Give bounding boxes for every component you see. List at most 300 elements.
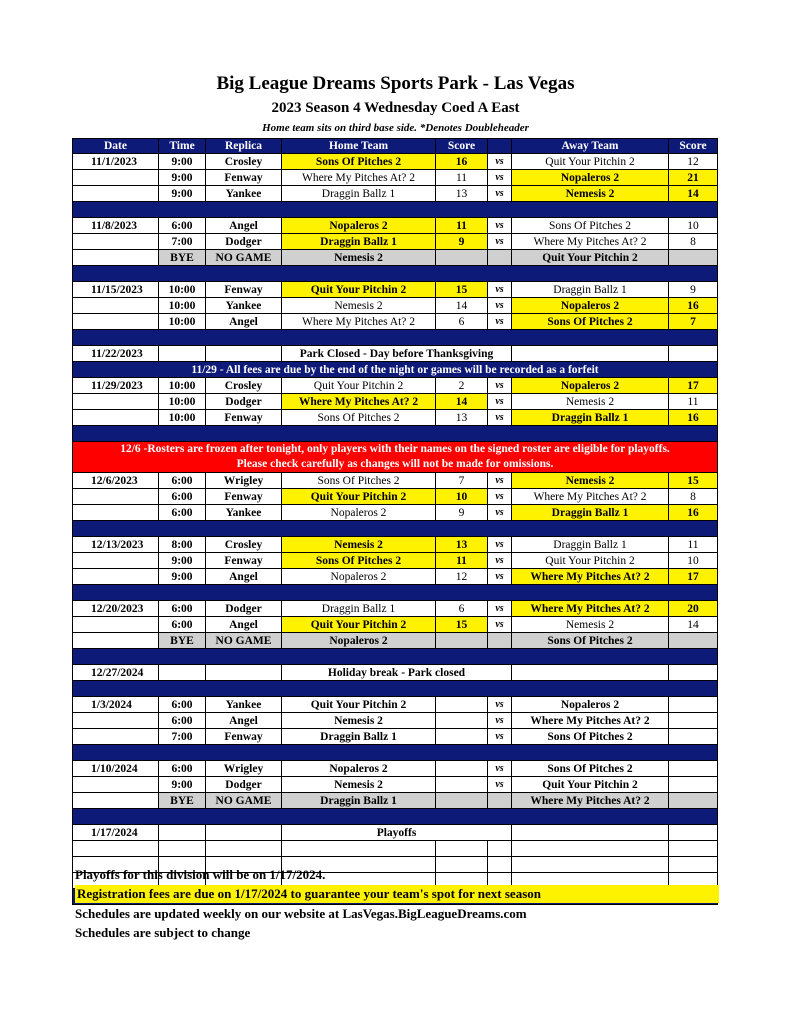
game-date	[73, 617, 159, 633]
roster-notice	[73, 442, 718, 473]
home-score: 15	[436, 617, 488, 633]
empty-cell	[512, 841, 669, 857]
away-team: Nopaleros 2	[512, 298, 669, 314]
game-row	[73, 282, 718, 298]
game-time: 6:00	[159, 601, 206, 617]
footer-website: Schedules are updated weekly on our website at LasVegas.BigLeagueDreams.com	[75, 906, 527, 921]
bye-empty	[669, 250, 718, 266]
home-score: 11	[436, 553, 488, 569]
game-time: 7:00	[159, 729, 206, 745]
away-score: 14	[669, 186, 718, 202]
game-replica: Fenway	[206, 553, 282, 569]
home-score: 16	[436, 154, 488, 170]
schedule-table	[72, 138, 718, 905]
game-time: 9:00	[159, 569, 206, 585]
home-team: Sons Of Pitches 2	[282, 473, 436, 489]
bye-empty	[488, 633, 512, 649]
home-team: Sons Of Pitches 2	[282, 154, 436, 170]
empty-cell	[669, 857, 718, 873]
game-row	[73, 505, 718, 521]
game-date	[73, 777, 159, 793]
vs-label: vs	[488, 186, 512, 202]
game-date	[73, 713, 159, 729]
footer-registration: Registration fees are due on 1/17/2024 to guarantee your team's spot for next season	[75, 885, 719, 903]
bye-empty	[436, 633, 488, 649]
home-team: Nopaleros 2	[282, 218, 436, 234]
home-score	[436, 697, 488, 713]
vs-label: vs	[488, 601, 512, 617]
vs-label: vs	[488, 537, 512, 553]
away-score: 8	[669, 489, 718, 505]
vs-label: vs	[488, 505, 512, 521]
home-score: 9	[436, 234, 488, 250]
game-row	[73, 154, 718, 170]
spacer-cell	[73, 330, 718, 346]
game-replica: Angel	[206, 314, 282, 330]
away-score: 20	[669, 601, 718, 617]
game-time: 9:00	[159, 170, 206, 186]
game-date: 11/29/2023	[73, 378, 159, 394]
game-row	[73, 537, 718, 553]
home-team: Where My Pitches At? 2	[282, 170, 436, 186]
game-replica: Fenway	[206, 170, 282, 186]
closed-empty	[159, 825, 206, 841]
bye-row	[73, 793, 718, 809]
vs-label: vs	[488, 729, 512, 745]
vs-label: vs	[488, 234, 512, 250]
bye-empty	[488, 793, 512, 809]
away-score: 11	[669, 537, 718, 553]
game-time: 6:00	[159, 713, 206, 729]
away-team: Nemesis 2	[512, 186, 669, 202]
away-score: 16	[669, 505, 718, 521]
home-team: Where My Pitches At? 2	[282, 394, 436, 410]
game-row	[73, 234, 718, 250]
game-time: 6:00	[159, 697, 206, 713]
game-replica: Fenway	[206, 489, 282, 505]
game-date: 12/13/2023	[73, 537, 159, 553]
game-replica: Wrigley	[206, 473, 282, 489]
home-team: Draggin Ballz 1	[282, 186, 436, 202]
spacer-cell	[73, 649, 718, 665]
game-time: 9:00	[159, 553, 206, 569]
away-team: Nemesis 2	[512, 473, 669, 489]
game-replica: Yankee	[206, 186, 282, 202]
vs-label: vs	[488, 473, 512, 489]
spacer-row	[73, 330, 718, 346]
spacer-row	[73, 426, 718, 442]
game-replica: Dodger	[206, 777, 282, 793]
home-team-note: Home team sits on third base side. *Denotes Doubleheader	[262, 122, 529, 134]
bye-date	[73, 793, 159, 809]
closed-date: 1/17/2024	[73, 825, 159, 841]
home-score: 13	[436, 186, 488, 202]
game-replica: Dodger	[206, 601, 282, 617]
empty-cell	[669, 841, 718, 857]
empty-cell	[159, 841, 206, 857]
game-date: 12/20/2023	[73, 601, 159, 617]
game-replica: Crosley	[206, 378, 282, 394]
game-time: 10:00	[159, 410, 206, 426]
away-score: 15	[669, 473, 718, 489]
away-score: 9	[669, 282, 718, 298]
game-date	[73, 505, 159, 521]
spacer-row	[73, 266, 718, 282]
away-score: 17	[669, 569, 718, 585]
empty-cell	[488, 841, 512, 857]
game-date: 11/15/2023	[73, 282, 159, 298]
home-team: Draggin Ballz 1	[282, 729, 436, 745]
bye-team-home: Nopaleros 2	[282, 633, 436, 649]
home-score	[436, 729, 488, 745]
bye-empty	[436, 250, 488, 266]
game-date: 12/6/2023	[73, 473, 159, 489]
game-replica: Yankee	[206, 505, 282, 521]
bye-date	[73, 633, 159, 649]
home-score	[436, 713, 488, 729]
home-score: 9	[436, 505, 488, 521]
bye-empty	[436, 793, 488, 809]
game-replica: Crosley	[206, 154, 282, 170]
bye-empty	[669, 793, 718, 809]
spacer-row	[73, 202, 718, 218]
game-date	[73, 298, 159, 314]
closed-empty	[206, 665, 282, 681]
game-time: 10:00	[159, 314, 206, 330]
col-home-team: Home Team	[282, 139, 436, 154]
game-replica: Angel	[206, 569, 282, 585]
vs-label: vs	[488, 569, 512, 585]
home-team: Quit Your Pitchin 2	[282, 378, 436, 394]
spacer-cell	[73, 745, 718, 761]
spacer-cell	[73, 681, 718, 697]
bye-row	[73, 633, 718, 649]
home-team: Sons Of Pitches 2	[282, 553, 436, 569]
away-team: Where My Pitches At? 2	[512, 569, 669, 585]
col-away-team: Away Team	[512, 139, 669, 154]
away-team: Draggin Ballz 1	[512, 505, 669, 521]
closed-empty	[512, 665, 669, 681]
away-team: Quit Your Pitchin 2	[512, 777, 669, 793]
game-row	[73, 170, 718, 186]
closed-row	[73, 825, 718, 841]
home-score: 2	[436, 378, 488, 394]
game-date: 1/3/2024	[73, 697, 159, 713]
closed-empty	[669, 665, 718, 681]
away-score: 12	[669, 154, 718, 170]
spacer-row	[73, 745, 718, 761]
closed-message: Playoffs	[282, 825, 512, 841]
game-date	[73, 170, 159, 186]
footer-disclaimer: Schedules are subject to change	[75, 925, 251, 940]
bye-empty	[669, 633, 718, 649]
bye-team-home: Nemesis 2	[282, 250, 436, 266]
home-score: 6	[436, 601, 488, 617]
vs-label: vs	[488, 697, 512, 713]
bye-team-home: Draggin Ballz 1	[282, 793, 436, 809]
away-team: Quit Your Pitchin 2	[512, 154, 669, 170]
game-replica: Angel	[206, 713, 282, 729]
away-team: Nopaleros 2	[512, 170, 669, 186]
spacer-cell	[73, 585, 718, 601]
bye-row	[73, 250, 718, 266]
home-team: Sons Of Pitches 2	[282, 410, 436, 426]
vs-label: vs	[488, 777, 512, 793]
spacer-row	[73, 521, 718, 537]
vs-label: vs	[488, 713, 512, 729]
bye-date	[73, 250, 159, 266]
roster-notice-line1: 12/6 -Rosters are frozen after tonight, only players with their names on the signed roster are eligible for playoffs.	[120, 443, 670, 455]
closed-date: 11/22/2023	[73, 346, 159, 362]
home-score: 10	[436, 489, 488, 505]
spacer-row	[73, 649, 718, 665]
game-row	[73, 761, 718, 777]
fees-notice: 11/29 - All fees are due by the end of the night or games will be recorded as a forfeit	[73, 362, 718, 378]
home-team: Nopaleros 2	[282, 569, 436, 585]
away-team: Sons Of Pitches 2	[512, 314, 669, 330]
vs-label: vs	[488, 298, 512, 314]
game-row	[73, 394, 718, 410]
away-team: Draggin Ballz 1	[512, 282, 669, 298]
no-game-label: NO GAME	[206, 793, 282, 809]
closed-message: Holiday break - Park closed	[282, 665, 512, 681]
spacer-row	[73, 809, 718, 825]
game-date: 11/8/2023	[73, 218, 159, 234]
col-replica: Replica	[206, 139, 282, 154]
away-team: Nemesis 2	[512, 394, 669, 410]
away-team: Sons Of Pitches 2	[512, 761, 669, 777]
bye-empty	[488, 250, 512, 266]
col-vs	[488, 139, 512, 154]
col-date: Date	[73, 139, 159, 154]
away-team: Where My Pitches At? 2	[512, 234, 669, 250]
spacer-cell	[73, 521, 718, 537]
home-team: Quit Your Pitchin 2	[282, 617, 436, 633]
spacer-cell	[73, 266, 718, 282]
game-replica: Dodger	[206, 234, 282, 250]
game-date: 1/10/2024	[73, 761, 159, 777]
bye-team-away: Where My Pitches At? 2	[512, 793, 669, 809]
closed-empty	[512, 346, 669, 362]
game-row	[73, 729, 718, 745]
game-replica: Fenway	[206, 729, 282, 745]
bye-label: BYE	[159, 633, 206, 649]
home-team: Quit Your Pitchin 2	[282, 282, 436, 298]
game-time: 10:00	[159, 378, 206, 394]
game-time: 6:00	[159, 489, 206, 505]
game-row	[73, 218, 718, 234]
page-title: Big League Dreams Sports Park - Las Vegas	[216, 73, 575, 94]
game-row	[73, 489, 718, 505]
home-score: 13	[436, 537, 488, 553]
roster-notice-line2: Please check carefully as changes will not be made for omissions.	[236, 458, 554, 470]
vs-label: vs	[488, 218, 512, 234]
game-row	[73, 601, 718, 617]
game-time: 10:00	[159, 394, 206, 410]
game-time: 6:00	[159, 617, 206, 633]
game-row	[73, 617, 718, 633]
game-replica: Fenway	[206, 282, 282, 298]
game-date: 11/1/2023	[73, 154, 159, 170]
home-score: 14	[436, 298, 488, 314]
empty-cell	[488, 857, 512, 873]
home-team: Nemesis 2	[282, 298, 436, 314]
away-team: Nemesis 2	[512, 617, 669, 633]
game-replica: Wrigley	[206, 761, 282, 777]
away-score	[669, 777, 718, 793]
spacer-cell	[73, 426, 718, 442]
game-row	[73, 314, 718, 330]
spacer-row	[73, 681, 718, 697]
vs-label: vs	[488, 314, 512, 330]
away-team: Nopaleros 2	[512, 697, 669, 713]
empty-row	[73, 841, 718, 857]
away-team: Where My Pitches At? 2	[512, 713, 669, 729]
away-team: Where My Pitches At? 2	[512, 489, 669, 505]
season-subtitle: 2023 Season 4 Wednesday Coed A East	[271, 100, 520, 116]
vs-label: vs	[488, 761, 512, 777]
home-team: Quit Your Pitchin 2	[282, 697, 436, 713]
game-row	[73, 298, 718, 314]
game-replica: Fenway	[206, 410, 282, 426]
col-time: Time	[159, 139, 206, 154]
home-team: Quit Your Pitchin 2	[282, 489, 436, 505]
bye-label: BYE	[159, 793, 206, 809]
game-row	[73, 713, 718, 729]
bye-team-away: Sons Of Pitches 2	[512, 633, 669, 649]
home-score: 14	[436, 394, 488, 410]
game-date	[73, 186, 159, 202]
game-replica: Yankee	[206, 298, 282, 314]
away-team: Draggin Ballz 1	[512, 537, 669, 553]
closed-empty	[669, 346, 718, 362]
home-score: 11	[436, 218, 488, 234]
away-score: 17	[669, 378, 718, 394]
away-team: Sons Of Pitches 2	[512, 729, 669, 745]
home-score: 12	[436, 569, 488, 585]
footer-playoffs: Playoffs for this division will be on 1/17/2024.	[75, 867, 326, 882]
home-score: 15	[436, 282, 488, 298]
spacer-cell	[73, 202, 718, 218]
fees-notice-row	[73, 362, 718, 378]
home-team: Draggin Ballz 1	[282, 601, 436, 617]
game-time: 6:00	[159, 218, 206, 234]
home-score: 6	[436, 314, 488, 330]
game-row	[73, 186, 718, 202]
home-team: Nemesis 2	[282, 713, 436, 729]
game-date	[73, 394, 159, 410]
away-score: 7	[669, 314, 718, 330]
away-score	[669, 697, 718, 713]
away-score	[669, 729, 718, 745]
empty-cell	[436, 857, 488, 873]
bye-team-away: Quit Your Pitchin 2	[512, 250, 669, 266]
game-date	[73, 489, 159, 505]
away-score: 21	[669, 170, 718, 186]
spacer-row	[73, 585, 718, 601]
game-time: 6:00	[159, 761, 206, 777]
vs-label: vs	[488, 378, 512, 394]
vs-label: vs	[488, 154, 512, 170]
game-time: 10:00	[159, 298, 206, 314]
closed-empty	[159, 665, 206, 681]
game-time: 7:00	[159, 234, 206, 250]
vs-label: vs	[488, 170, 512, 186]
away-team: Where My Pitches At? 2	[512, 601, 669, 617]
empty-cell	[206, 841, 282, 857]
col-away-score: Score	[669, 139, 718, 154]
game-row	[73, 777, 718, 793]
closed-message: Park Closed - Day before Thanksgiving	[282, 346, 512, 362]
empty-cell	[436, 841, 488, 857]
game-time: 8:00	[159, 537, 206, 553]
game-row	[73, 569, 718, 585]
home-score: 13	[436, 410, 488, 426]
closed-empty	[159, 346, 206, 362]
home-score: 11	[436, 170, 488, 186]
game-row	[73, 473, 718, 489]
away-score	[669, 761, 718, 777]
closed-empty	[206, 346, 282, 362]
home-team: Draggin Ballz 1	[282, 234, 436, 250]
home-team: Nemesis 2	[282, 777, 436, 793]
away-score: 10	[669, 218, 718, 234]
game-date	[73, 410, 159, 426]
away-score: 8	[669, 234, 718, 250]
closed-row	[73, 665, 718, 681]
game-time: 6:00	[159, 505, 206, 521]
game-date	[73, 729, 159, 745]
spacer-cell	[73, 809, 718, 825]
game-replica: Angel	[206, 218, 282, 234]
away-team: Quit Your Pitchin 2	[512, 553, 669, 569]
vs-label: vs	[488, 617, 512, 633]
away-score: 11	[669, 394, 718, 410]
empty-cell	[512, 857, 669, 873]
header-row	[73, 139, 718, 154]
bye-label: BYE	[159, 250, 206, 266]
closed-date: 12/27/2024	[73, 665, 159, 681]
closed-empty	[206, 825, 282, 841]
game-time: 9:00	[159, 154, 206, 170]
game-date	[73, 314, 159, 330]
no-game-label: NO GAME	[206, 250, 282, 266]
vs-label: vs	[488, 553, 512, 569]
roster-notice-row	[73, 442, 718, 473]
away-score	[669, 713, 718, 729]
game-date	[73, 234, 159, 250]
game-replica: Crosley	[206, 537, 282, 553]
game-row	[73, 378, 718, 394]
game-replica: Yankee	[206, 697, 282, 713]
home-team: Nemesis 2	[282, 537, 436, 553]
game-date	[73, 569, 159, 585]
home-score	[436, 777, 488, 793]
home-team: Nopaleros 2	[282, 761, 436, 777]
away-score: 10	[669, 553, 718, 569]
game-replica: Angel	[206, 617, 282, 633]
game-replica: Dodger	[206, 394, 282, 410]
no-game-label: NO GAME	[206, 633, 282, 649]
vs-label: vs	[488, 282, 512, 298]
game-time: 9:00	[159, 186, 206, 202]
game-time: 10:00	[159, 282, 206, 298]
home-score	[436, 761, 488, 777]
away-team: Nopaleros 2	[512, 378, 669, 394]
home-team: Where My Pitches At? 2	[282, 314, 436, 330]
schedule-body	[73, 154, 718, 905]
game-row	[73, 697, 718, 713]
